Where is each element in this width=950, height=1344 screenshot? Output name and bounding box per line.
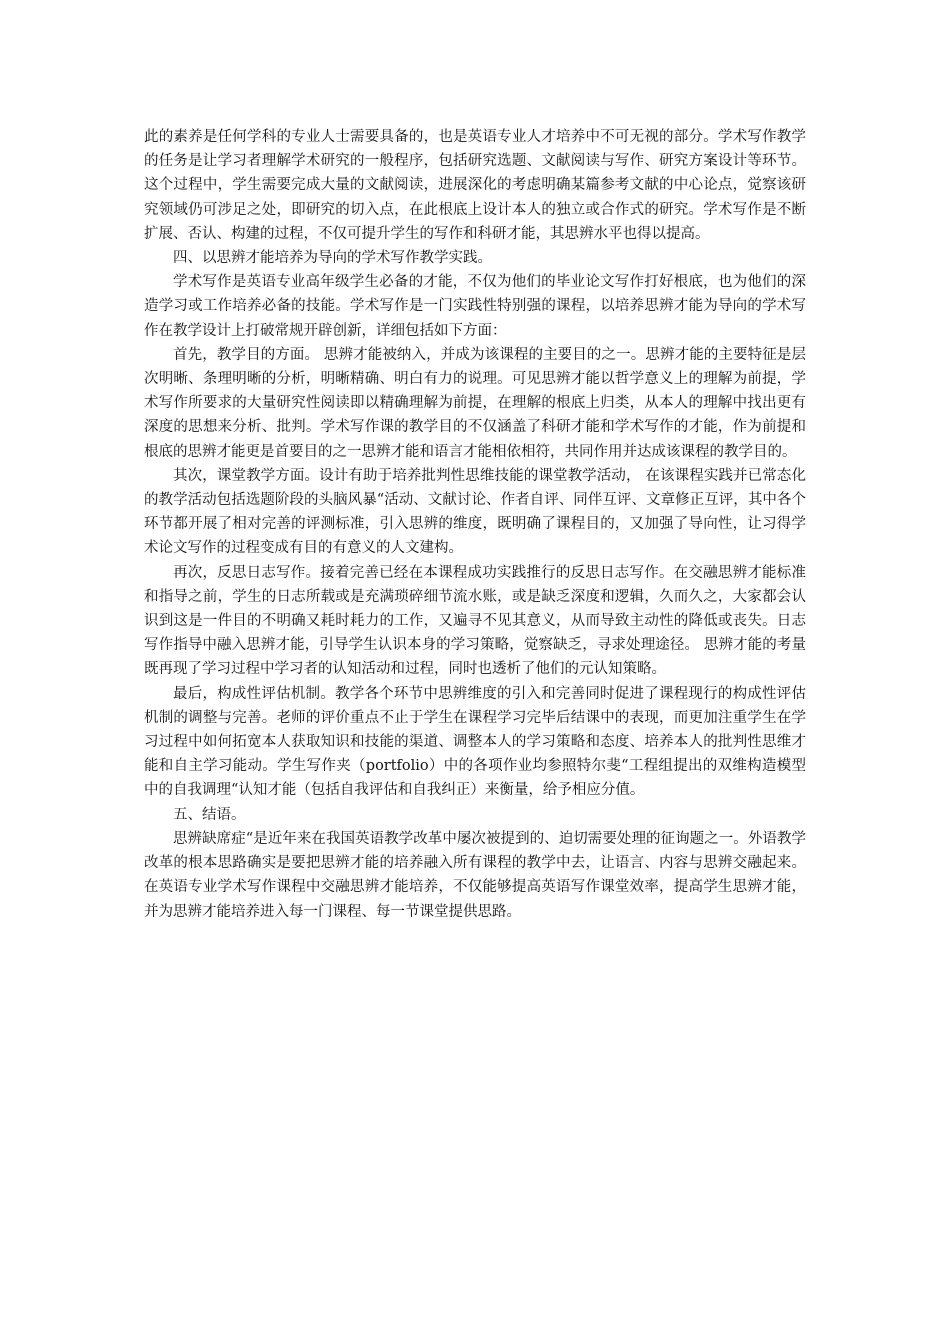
document-body: [144, 125, 806, 924]
paragraph-reflective-journal: 再次，反思日志写作。接着完善已经在本课程成功实践推行的反思日志写作。在交融思辨才能标准和指导之前，学生的日志所载或是充满琐碎细节流水账，或是缺乏深度和逻辑，久而久之，大家都会认识到这是一件目的不明确又耗时耗力的工作，又遍寻不见其意义，从而导致主动性的降低或丧失。日志写作指导中融入思辨才能，引导学生认识本身的学习策略，觉察缺乏，寻求处理途径。 思辨才能的考量既再现了学习过程中学习者的认知活动和过程，同时也透析了他们的元认知策略。: [144, 564, 806, 678]
section-heading-5: 五、结语。: [173, 806, 246, 823]
paragraph-classroom-teaching: 其次，课堂教学方面。设计有助于培养批判性思维技能的课堂教学活动， 在该课程实践并已常态化的教学活动包括选题阶段的头脑风暴“活动、文献讨论、作者自评、同伴互评、文章修正互评，其中各个环节都开展了相对完善的评测标准，引入思辨的维度，既明确了课程目的，又加强了导向性，让习得学术论文写作的过程变成有目的有意义的人文建构。: [144, 467, 806, 557]
paragraph-formative-assessment: 最后，构成性评估机制。教学各个环节中思辨维度的引入和完善同时促进了课程现行的构成性评估机制的调整与完善。老师的评价重点不止于学生在课程学习完毕后结课中的表现，而更加注重学生在学习过程中如何拓宽本人获取知识和技能的渠道、调整本人的学习策略和态度、培养本人的批判性思维才能和自主学习能动。学生写作夹（portfolio）中的各项作业均参照特尔斐“工程组提出的双维构造模型中的自我调理“认知才能（包括自我评估和自我纠正）来衡量，给予相应分值。: [144, 685, 806, 799]
paragraph-conclusion: 思辨缺席症“是近年来在我国英语教学改革中屡次被提到的、迫切需要处理的征询题之一。外语教学改革的根本思路确实是要把思辨才能的培养融入所有课程的教学中去，让语言、内容与思辨交融起来。在英语专业学术写作课程中交融思辨才能培养，不仅能够提高英语写作课堂效率，提高学生思辨才能，并为思辨才能培养进入每一门课程、每一节课堂提供思路。: [144, 830, 806, 920]
paragraph-academic-writing: 学术写作是英语专业高年级学生必备的才能，不仅为他们的毕业论文写作打好根底，也为他们的深造学习或工作培养必备的技能。学术写作是一门实践性特别强的课程，以培养思辨才能为导向的学术写作在教学设计上打破常规开辟创新，详细包括如下方面：: [144, 274, 806, 339]
paragraph-teaching-objectives: 首先，教学目的方面。 思辨才能被纳入，并成为该课程的主要目的之一。思辨才能的主要特征是层次明晰、条理明晰的分析，明晰精确、明白有力的说理。可见思辨才能以哲学意义上的理解为前提，学术写作所要求的大量研究性阅读即以精确理解为前提，在理解的根底上归类，从本人的理解中找出更有深度的思想来分析、批判。学术写作课的教学目的不仅涵盖了科研才能和学术写作的才能，作为前提和根底的思辨才能更是首要目的之一思辨才能和语言才能相依相符，共同作用并达成该课程的教学目的。: [144, 346, 806, 460]
section-heading-4: 四、以思辨才能培养为导向的学术写作教学实践。: [173, 250, 492, 267]
paragraph-continuation: 此的素养是任何学科的专业人士需要具备的，也是英语专业人才培养中不可无视的部分。学术写作教学的任务是让学习者理解学术研究的一般程序，包括研究选题、文献阅读与写作、研究方案设计等环节。这个过程中，学生需要完成大量的文献阅读，进展深化的考虑明确某篇参考文献的中心论点，觉察该研究领域仍可涉足之处，即研究的切入点，在此根底上设计本人的独立或合作式的研究。学术写作是不断扩展、否认、构建的过程，不仅可提升学生的写作和科研才能，其思辨水平也得以提高。: [144, 129, 806, 242]
